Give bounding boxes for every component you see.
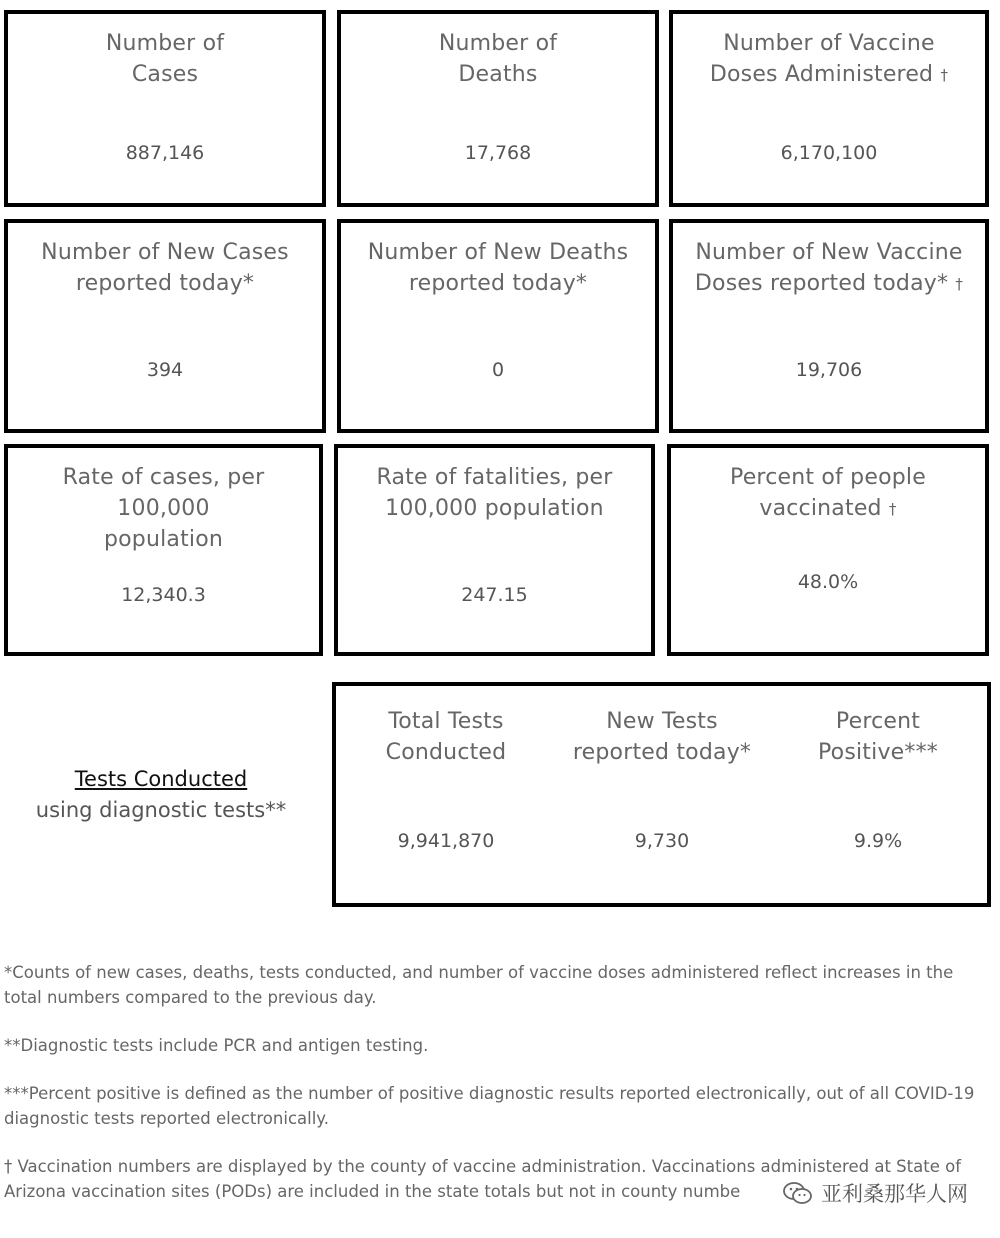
card-label: Rate of cases, per 100,000 population xyxy=(62,465,265,552)
dagger-mark: † xyxy=(940,66,949,84)
card-cases xyxy=(4,10,326,207)
footnote: ***Percent positive is defined as the number of positive diagnostic results reported electronically, out of all COVID-19 diagnostic tests reported electronically. xyxy=(4,1084,975,1128)
wechat-icon xyxy=(783,1181,813,1205)
watermark-text: 亚利桑那华人网 xyxy=(821,1182,968,1206)
column-value: 9,730 xyxy=(634,830,690,852)
card-case-rate xyxy=(4,444,323,656)
tests-percent-positive-column xyxy=(778,706,978,852)
tests-heading xyxy=(0,764,322,826)
card-label: Number of Deaths xyxy=(438,31,558,87)
card-value: 6,170,100 xyxy=(780,142,878,164)
footnote: † Vaccination numbers are displayed by the county of vaccine administration. Vaccinations administered at State of Arizona vaccination sites (PODs) are included in the state totals but not in county numbe xyxy=(4,1157,961,1201)
card-fatality-rate xyxy=(334,444,655,656)
column-label: Total Tests Conducted xyxy=(385,709,507,765)
tests-subtitle: using diagnostic tests** xyxy=(35,798,287,822)
card-label: Percent of people vaccinated † xyxy=(730,465,926,521)
dagger-mark: † xyxy=(888,500,897,518)
card-label: Number of New Vaccine Doses reported today* † xyxy=(694,240,964,296)
card-value: 0 xyxy=(491,359,505,381)
card-label: Number of New Deaths reported today* xyxy=(367,240,629,296)
card-value: 19,706 xyxy=(795,359,863,381)
column-label: New Tests reported today* xyxy=(572,709,752,765)
card-label: Number of New Cases reported today* xyxy=(41,240,289,296)
card-label: Number of Vaccine Doses Administered † xyxy=(709,31,949,87)
card-value: 12,340.3 xyxy=(121,584,206,606)
footnote: **Diagnostic tests include PCR and antigen testing. xyxy=(4,1036,429,1055)
card-percent-vaccinated xyxy=(667,444,989,656)
tests-title: Tests Conducted xyxy=(74,767,248,791)
card-label: Rate of fatalities, per 100,000 population xyxy=(376,465,613,521)
card-label: Number of Cases xyxy=(105,31,225,87)
dagger-mark: † xyxy=(955,275,964,293)
card-value: 887,146 xyxy=(125,142,205,164)
card-new-deaths xyxy=(337,219,659,433)
card-new-vaccine-doses xyxy=(669,219,989,433)
footnote: *Counts of new cases, deaths, tests conducted, and number of vaccine doses administered reflect increases in the total numbers compared to the previous day. xyxy=(4,963,954,1007)
tests-new-column xyxy=(562,706,762,852)
card-value: 247.15 xyxy=(461,584,528,606)
card-value: 48.0% xyxy=(797,571,859,593)
column-value: 9,941,870 xyxy=(397,830,495,852)
card-deaths xyxy=(337,10,659,207)
column-label: Percent Positive*** xyxy=(817,709,938,765)
tests-total-column xyxy=(346,706,546,852)
watermark xyxy=(783,1178,968,1208)
tests-card xyxy=(332,682,991,907)
card-new-cases xyxy=(4,219,326,433)
card-vaccine-doses xyxy=(669,10,989,207)
column-value: 9.9% xyxy=(853,830,903,852)
card-value: 394 xyxy=(146,359,184,381)
card-value: 17,768 xyxy=(464,142,532,164)
